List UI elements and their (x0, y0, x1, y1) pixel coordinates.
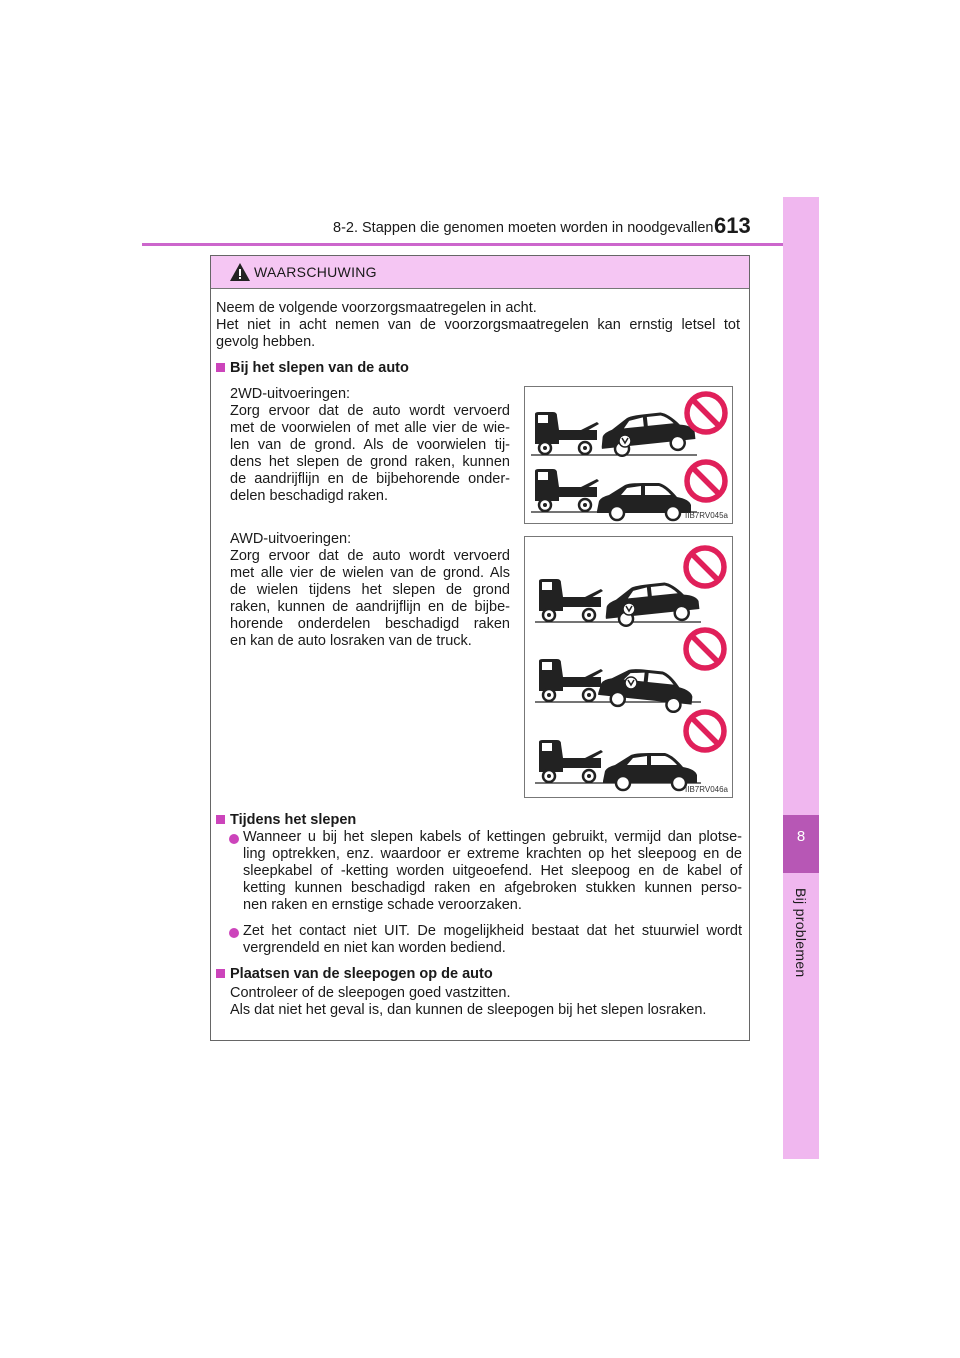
bullet2-line-2: vergrendeld en niet kan worden bediend. (243, 940, 506, 956)
prohibition-icon (686, 630, 724, 668)
awd-line-7: en kan de auto losraken van de truck. (230, 633, 472, 649)
twowd-line-5: dens het slepen de grond raken, kunnen (230, 454, 510, 470)
figure-code: IIB7RV046a (685, 785, 728, 794)
intro-line-2b: gevolg hebben. (216, 334, 316, 350)
awd-line-1: AWD-uitvoeringen: (230, 531, 352, 547)
header-rule (142, 243, 818, 246)
section-title: 8-2. Stappen die genomen moeten worden in noodgevallen (333, 220, 714, 236)
section-heading-towing (216, 360, 409, 378)
prohibition-icon (687, 462, 725, 500)
section-heading-text: Plaatsen van de sleepogen op de auto (230, 966, 493, 982)
section-heading-during-towing (216, 812, 356, 830)
section-heading-text: Tijdens het slepen (230, 812, 357, 828)
square-bullet-icon (216, 815, 225, 824)
section-heading-tow-eyes (216, 966, 493, 984)
round-bullet-icon (229, 928, 239, 938)
twowd-line-2: Zorg ervoor dat de auto wordt vervoerd (230, 403, 510, 419)
prohibition-icon (686, 712, 724, 750)
bullet1-line-5: nen raken en ernstige schade veroorzaken. (243, 897, 522, 913)
twowd-line-6: de aandrijflijn en de bijbehorende onder- (230, 471, 510, 487)
warning-title: WAARSCHUWING (254, 264, 377, 280)
twowd-line-3: met de voorwielen of met alle vier de wie- (230, 420, 510, 436)
chapter-label: Bij problemen (793, 888, 809, 978)
tow-eyes-line-2: Als dat niet het geval is, dan kunnen de sleepogen bij het slepen losraken. (230, 1002, 707, 1018)
prohibition-icon (686, 548, 724, 586)
bullet1-line-1: Wanneer u bij het slepen kabels of kettingen gebruikt, vermijd dan plotse- (243, 829, 742, 845)
bullet1-line-4: ketting kunnen beschadigd raken en afgebroken stukken kunnen perso- (243, 880, 742, 896)
awd-line-2: Zorg ervoor dat de auto wordt vervoerd (230, 548, 510, 564)
figure-2wd-towing (524, 386, 733, 524)
awd-line-6: horende onderdelen beschadigd raken (230, 616, 510, 632)
intro-line-1: Neem de volgende voorzorgsmaatregelen in acht. (216, 300, 537, 316)
twowd-line-4: len van de grond. Als de voorwielen tij- (230, 437, 510, 453)
round-bullet-icon (229, 834, 239, 844)
twowd-line-7: delen beschadigd raken. (230, 488, 389, 504)
chapter-number: 8 (796, 828, 806, 845)
square-bullet-icon (216, 969, 225, 978)
figure-awd-towing (524, 536, 733, 798)
warning-triangle-icon (229, 262, 251, 282)
twowd-line-1: 2WD-uitvoeringen: (230, 386, 351, 402)
chapter-side-tab (783, 197, 819, 1159)
intro-line-2a: Het niet in acht nemen van de voorzorgsmaatregelen kan ernstig letsel tot (216, 317, 740, 333)
awd-line-5: raken, kunnen de aandrijflijn en de bijbe- (230, 599, 510, 615)
bullet1-line-3: sleepkabel of -ketting worden uitgeoefend. Het sleepoog en de kabel of (243, 863, 742, 879)
awd-line-4: de wielen tijdens het slepen de grond (230, 582, 510, 598)
section-heading-text: Bij het slepen van de auto (230, 360, 409, 376)
bullet1-line-2: ling optrekken, enz. waardoor er extreme krachten op het sleepoog en de (243, 846, 742, 862)
prohibition-icon (687, 394, 725, 432)
warning-header (211, 256, 749, 289)
tow-eyes-line-1: Controleer of de sleepogen goed vastzitten. (230, 985, 511, 1001)
page-number: 613 (714, 213, 751, 238)
square-bullet-icon (216, 363, 225, 372)
awd-line-3: met alle vier de wielen van de grond. Als (230, 565, 510, 581)
figure-code: IIB7RV045a (685, 511, 728, 520)
bullet2-line-1: Zet het contact niet UIT. De mogelijkheid bestaat dat het stuurwiel wordt (243, 923, 742, 939)
